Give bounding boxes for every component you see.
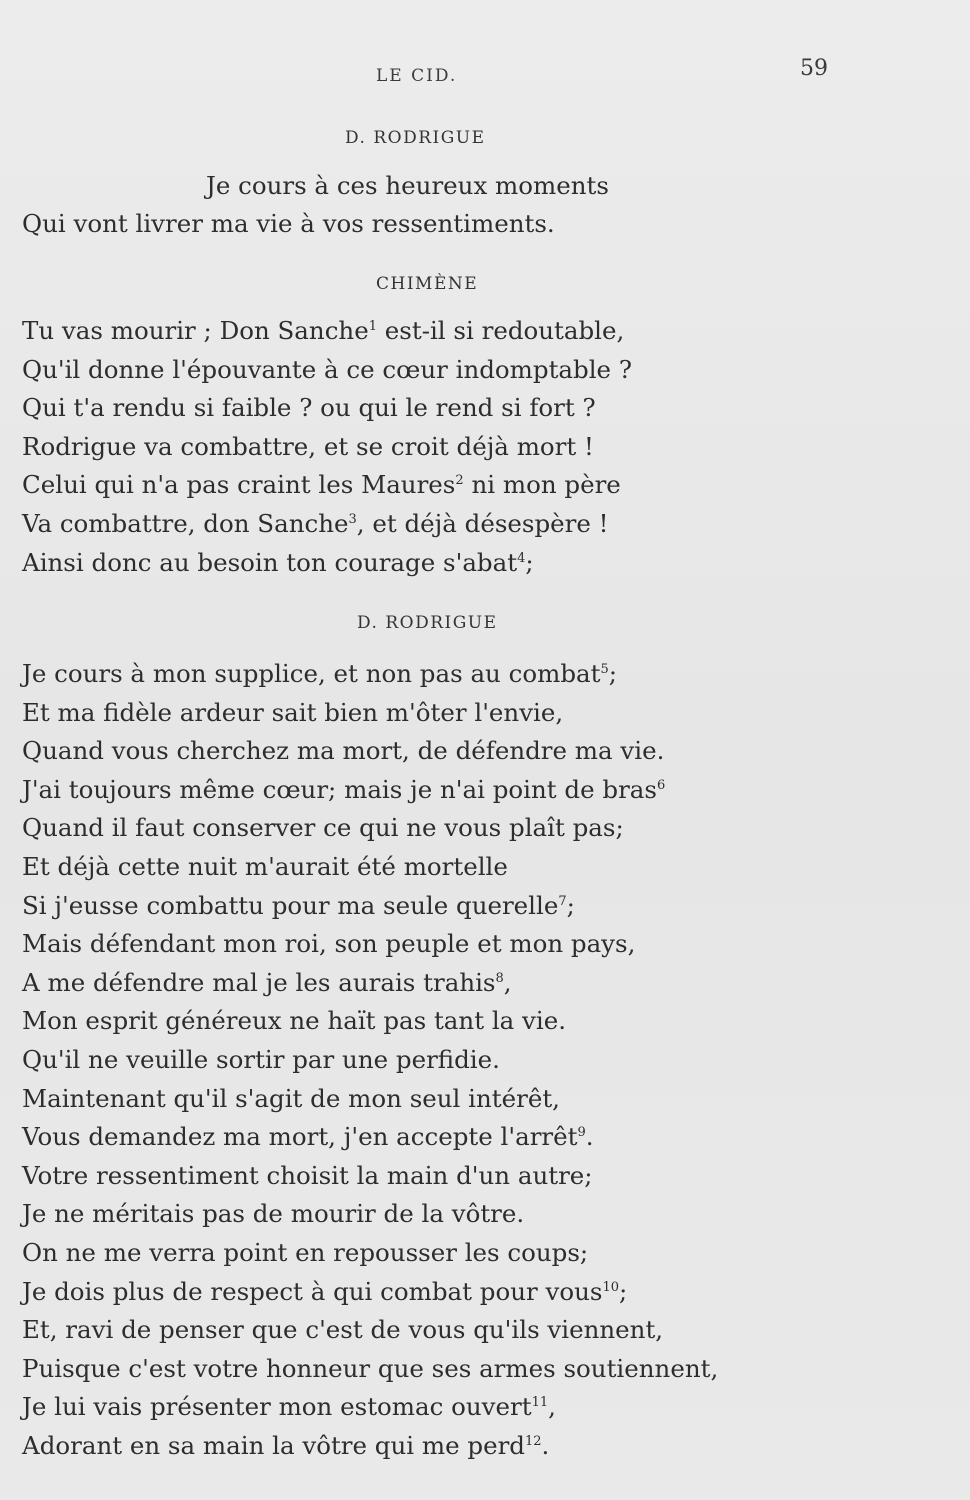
footnote-marker: 1 bbox=[368, 319, 377, 334]
verse-text-continued: ; bbox=[525, 547, 534, 577]
verse-text: Et déjà cette nuit m'aurait été mortelle bbox=[22, 852, 508, 881]
verse-line bbox=[22, 509, 609, 539]
verse-text: Mon esprit généreux ne haït pas tant la vie. bbox=[22, 1006, 567, 1036]
verse-text: Quand vous cherchez ma mort, de défendre ma vie. bbox=[22, 736, 665, 766]
verse-text: Quand il faut conserver ce qui ne vous plaît pas; bbox=[22, 813, 624, 843]
verse-line bbox=[22, 1238, 588, 1268]
running-title: LE CID. bbox=[376, 66, 458, 86]
verse-line bbox=[22, 393, 596, 423]
verse-line bbox=[22, 813, 624, 843]
verse-text: A me défendre mal je les aurais trahis bbox=[22, 967, 496, 997]
verse-line bbox=[22, 432, 594, 462]
verse-text-continued: ; bbox=[619, 1276, 628, 1306]
speaker-name: D. RODRIGUE bbox=[357, 613, 498, 633]
verse-line bbox=[22, 1045, 500, 1075]
verse-text: Adorant en sa main la vôtre qui me perd bbox=[22, 1431, 525, 1460]
verse-text: Je lui vais présenter mon estomac ouvert bbox=[22, 1392, 532, 1422]
verse-text: Va combattre, don Sanche bbox=[22, 509, 349, 538]
footnote-marker: 9 bbox=[577, 1125, 586, 1141]
verse-text: Je dois plus de respect à qui combat pour vous bbox=[22, 1276, 603, 1306]
verse-line bbox=[22, 470, 621, 500]
verse-line bbox=[22, 548, 534, 578]
page-number: 59 bbox=[800, 56, 828, 81]
footnote-marker: 3 bbox=[348, 512, 357, 527]
verse-line bbox=[22, 1084, 560, 1114]
footnote-marker: 7 bbox=[558, 893, 567, 909]
verse-text: Votre ressentiment choisit la main d'un autre; bbox=[22, 1160, 593, 1190]
verse-line bbox=[22, 1431, 549, 1461]
verse-text: Puisque c'est votre honneur que ses armes soutiennent, bbox=[22, 1353, 719, 1383]
footnote-marker: 6 bbox=[656, 777, 666, 793]
verse-line bbox=[22, 1315, 663, 1345]
footnote-marker: 8 bbox=[495, 970, 504, 986]
verse-text: Mais défendant mon roi, son peuple et mon pays, bbox=[22, 929, 636, 959]
verse-text: Vous demandez ma mort, j'en accepte l'arrêt bbox=[22, 1122, 578, 1152]
verse-line bbox=[22, 698, 563, 728]
verse-text: Ainsi donc au besoin ton courage s'abat bbox=[22, 547, 518, 577]
verse-text-continued: ; bbox=[566, 890, 575, 920]
verse-line bbox=[22, 1161, 593, 1191]
verse-text: Je ne méritais pas de mourir de la vôtre. bbox=[22, 1199, 525, 1229]
verse-text: Si j'eusse combattu pour ma seule querelle bbox=[22, 890, 559, 920]
verse-line bbox=[22, 355, 632, 385]
speaker-name: D. RODRIGUE bbox=[345, 128, 486, 148]
verse-line bbox=[22, 1199, 524, 1229]
footnote-marker: 5 bbox=[600, 662, 609, 677]
verse-line bbox=[22, 775, 665, 805]
verse-line bbox=[22, 736, 664, 766]
verse-line bbox=[22, 891, 575, 921]
verse-text: Qu'il donne l'épouvante à ce cœur indomptable ? bbox=[22, 354, 632, 384]
verse-text: Et, ravi de penser que c'est de vous qu'ils viennent, bbox=[22, 1315, 664, 1345]
footnote-marker: 2 bbox=[455, 473, 464, 489]
verse-line bbox=[22, 316, 624, 346]
verse-line bbox=[22, 1277, 627, 1307]
verse-line bbox=[22, 1354, 718, 1384]
footnote-marker: 11 bbox=[531, 1395, 549, 1411]
verse-text: Celui qui n'a pas craint les Maures bbox=[22, 470, 456, 500]
verse-text-continued: est-il si redoutable, bbox=[376, 316, 625, 345]
verse-text: Qu'il ne veuille sortir par une perfidie. bbox=[22, 1045, 500, 1074]
verse-text-continued: ; bbox=[608, 659, 618, 688]
footnote-marker: 12 bbox=[524, 1434, 542, 1449]
speaker-name: CHIMÈNE bbox=[376, 274, 479, 294]
verse-text-continued: , bbox=[548, 1392, 556, 1422]
verse-text: Qui t'a rendu si faible ? ou qui le rend si fort ? bbox=[22, 393, 596, 423]
verse-line bbox=[22, 659, 617, 689]
verse-line: Qui vont livrer ma vie à vos ressentiments. bbox=[22, 209, 555, 238]
verse-line bbox=[22, 1392, 556, 1422]
verse-line bbox=[22, 1006, 566, 1036]
footnote-marker: 10 bbox=[602, 1279, 619, 1295]
verse-text-continued: . bbox=[585, 1122, 594, 1152]
verse-text: Rodrigue va combattre, et se croit déjà mort ! bbox=[22, 431, 594, 461]
verse-line bbox=[22, 968, 512, 998]
verse-text: Et ma fidèle ardeur sait bien m'ôter l'envie, bbox=[22, 697, 564, 727]
verse-text-continued: ni mon père bbox=[463, 470, 621, 500]
verse-line: Je cours à ces heureux moments bbox=[206, 171, 609, 200]
verse-text: J'ai toujours même cœur; mais je n'ai point de bras bbox=[22, 774, 657, 804]
verse-line bbox=[22, 1122, 594, 1152]
verse-text: Je cours à mon supplice, et non pas au combat bbox=[22, 659, 601, 688]
verse-text-continued: , et déjà désespère ! bbox=[356, 509, 609, 538]
verse-text: Tu vas mourir ; Don Sanche bbox=[22, 316, 369, 345]
verse-line bbox=[22, 852, 508, 882]
verse-text-continued: , bbox=[503, 967, 512, 997]
footnote-marker: 4 bbox=[517, 550, 526, 566]
verse-text: Maintenant qu'il s'agit de mon seul intérêt, bbox=[22, 1083, 560, 1113]
verse-text-continued: . bbox=[541, 1431, 550, 1460]
verse-line bbox=[22, 929, 635, 959]
verse-text: On ne me verra point en repousser les coups; bbox=[22, 1238, 589, 1267]
